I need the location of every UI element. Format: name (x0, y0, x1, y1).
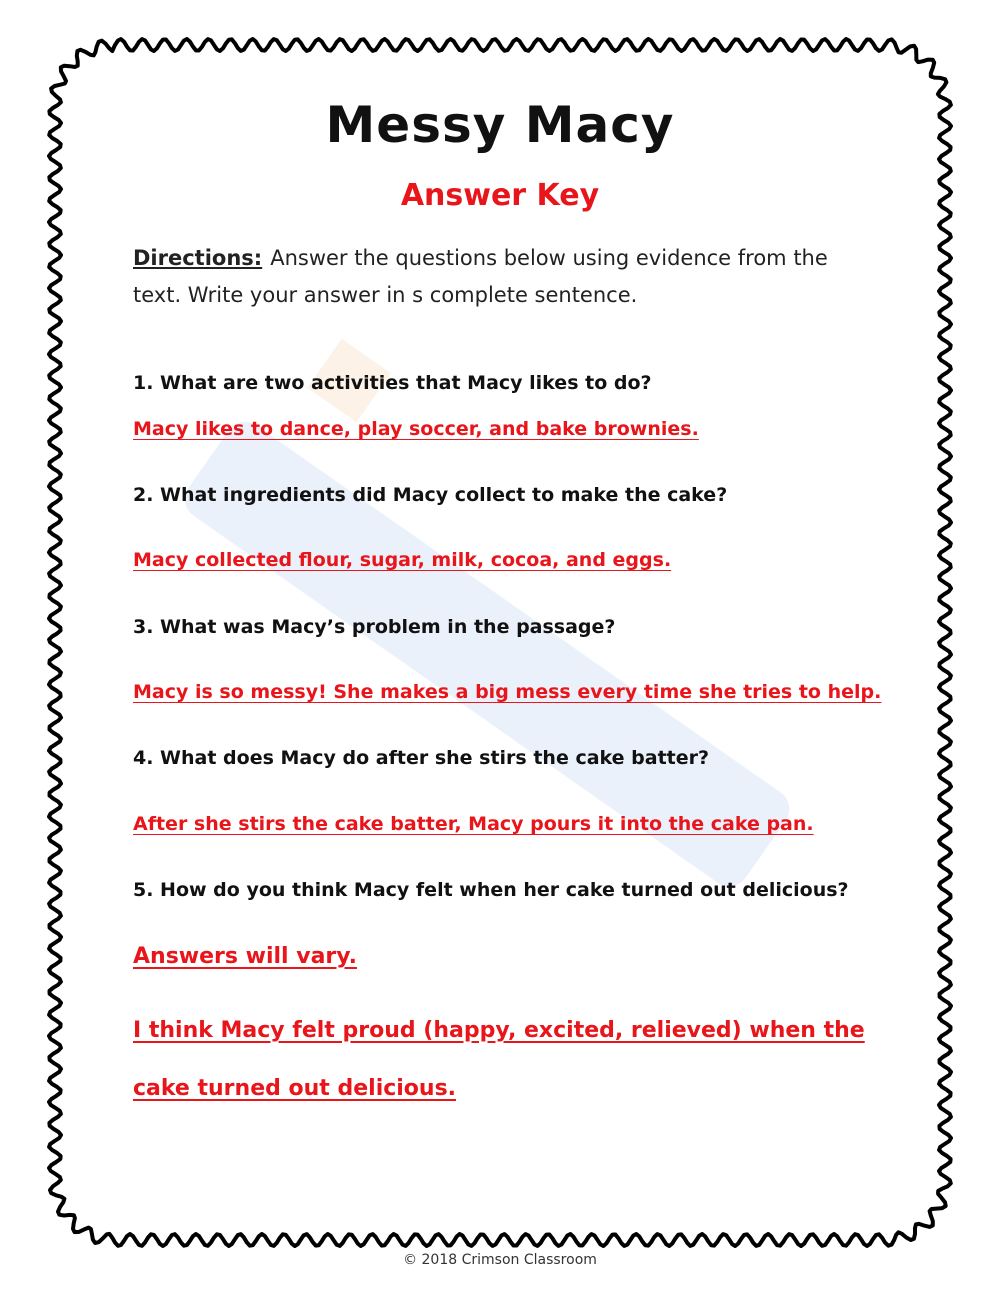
question-4: 4. What does Macy do after she stirs the cake batter? (133, 747, 710, 769)
answer-2: Macy collected flour, sugar, milk, cocoa, and eggs. (133, 549, 672, 571)
directions (133, 240, 853, 314)
directions-text: Answer the questions below using evidence from the text. Write your answer in s complete sentence. (133, 246, 828, 307)
question-1: 1. What are two activities that Macy likes to do? (133, 372, 652, 394)
copyright-footer: © 2018 Crimson Classroom (403, 1252, 597, 1268)
question-2: 2. What ingredients did Macy collect to make the cake? (133, 484, 728, 506)
page-title: Messy Macy (325, 96, 675, 154)
answer-key-subtitle: Answer Key (400, 178, 600, 213)
answer-1: Macy likes to dance, play soccer, and bake brownies. (133, 418, 699, 440)
question-3: 3. What was Macy’s problem in the passage? (133, 616, 616, 638)
directions-label: Directions: (133, 246, 263, 270)
answer-3: Macy is so messy! She makes a big mess every time she tries to help. (133, 681, 882, 703)
answer-5-example-line-1: I think Macy felt proud (happy, excited, relieved) when the (133, 1018, 865, 1043)
answer-5: Answers will vary. (133, 944, 357, 969)
answer-4: After she stirs the cake batter, Macy pours it into the cake pan. (133, 813, 814, 835)
answer-5-example-line-2: cake turned out delicious. (133, 1076, 457, 1101)
question-5: 5. How do you think Macy felt when her cake turned out delicious? (133, 879, 849, 901)
